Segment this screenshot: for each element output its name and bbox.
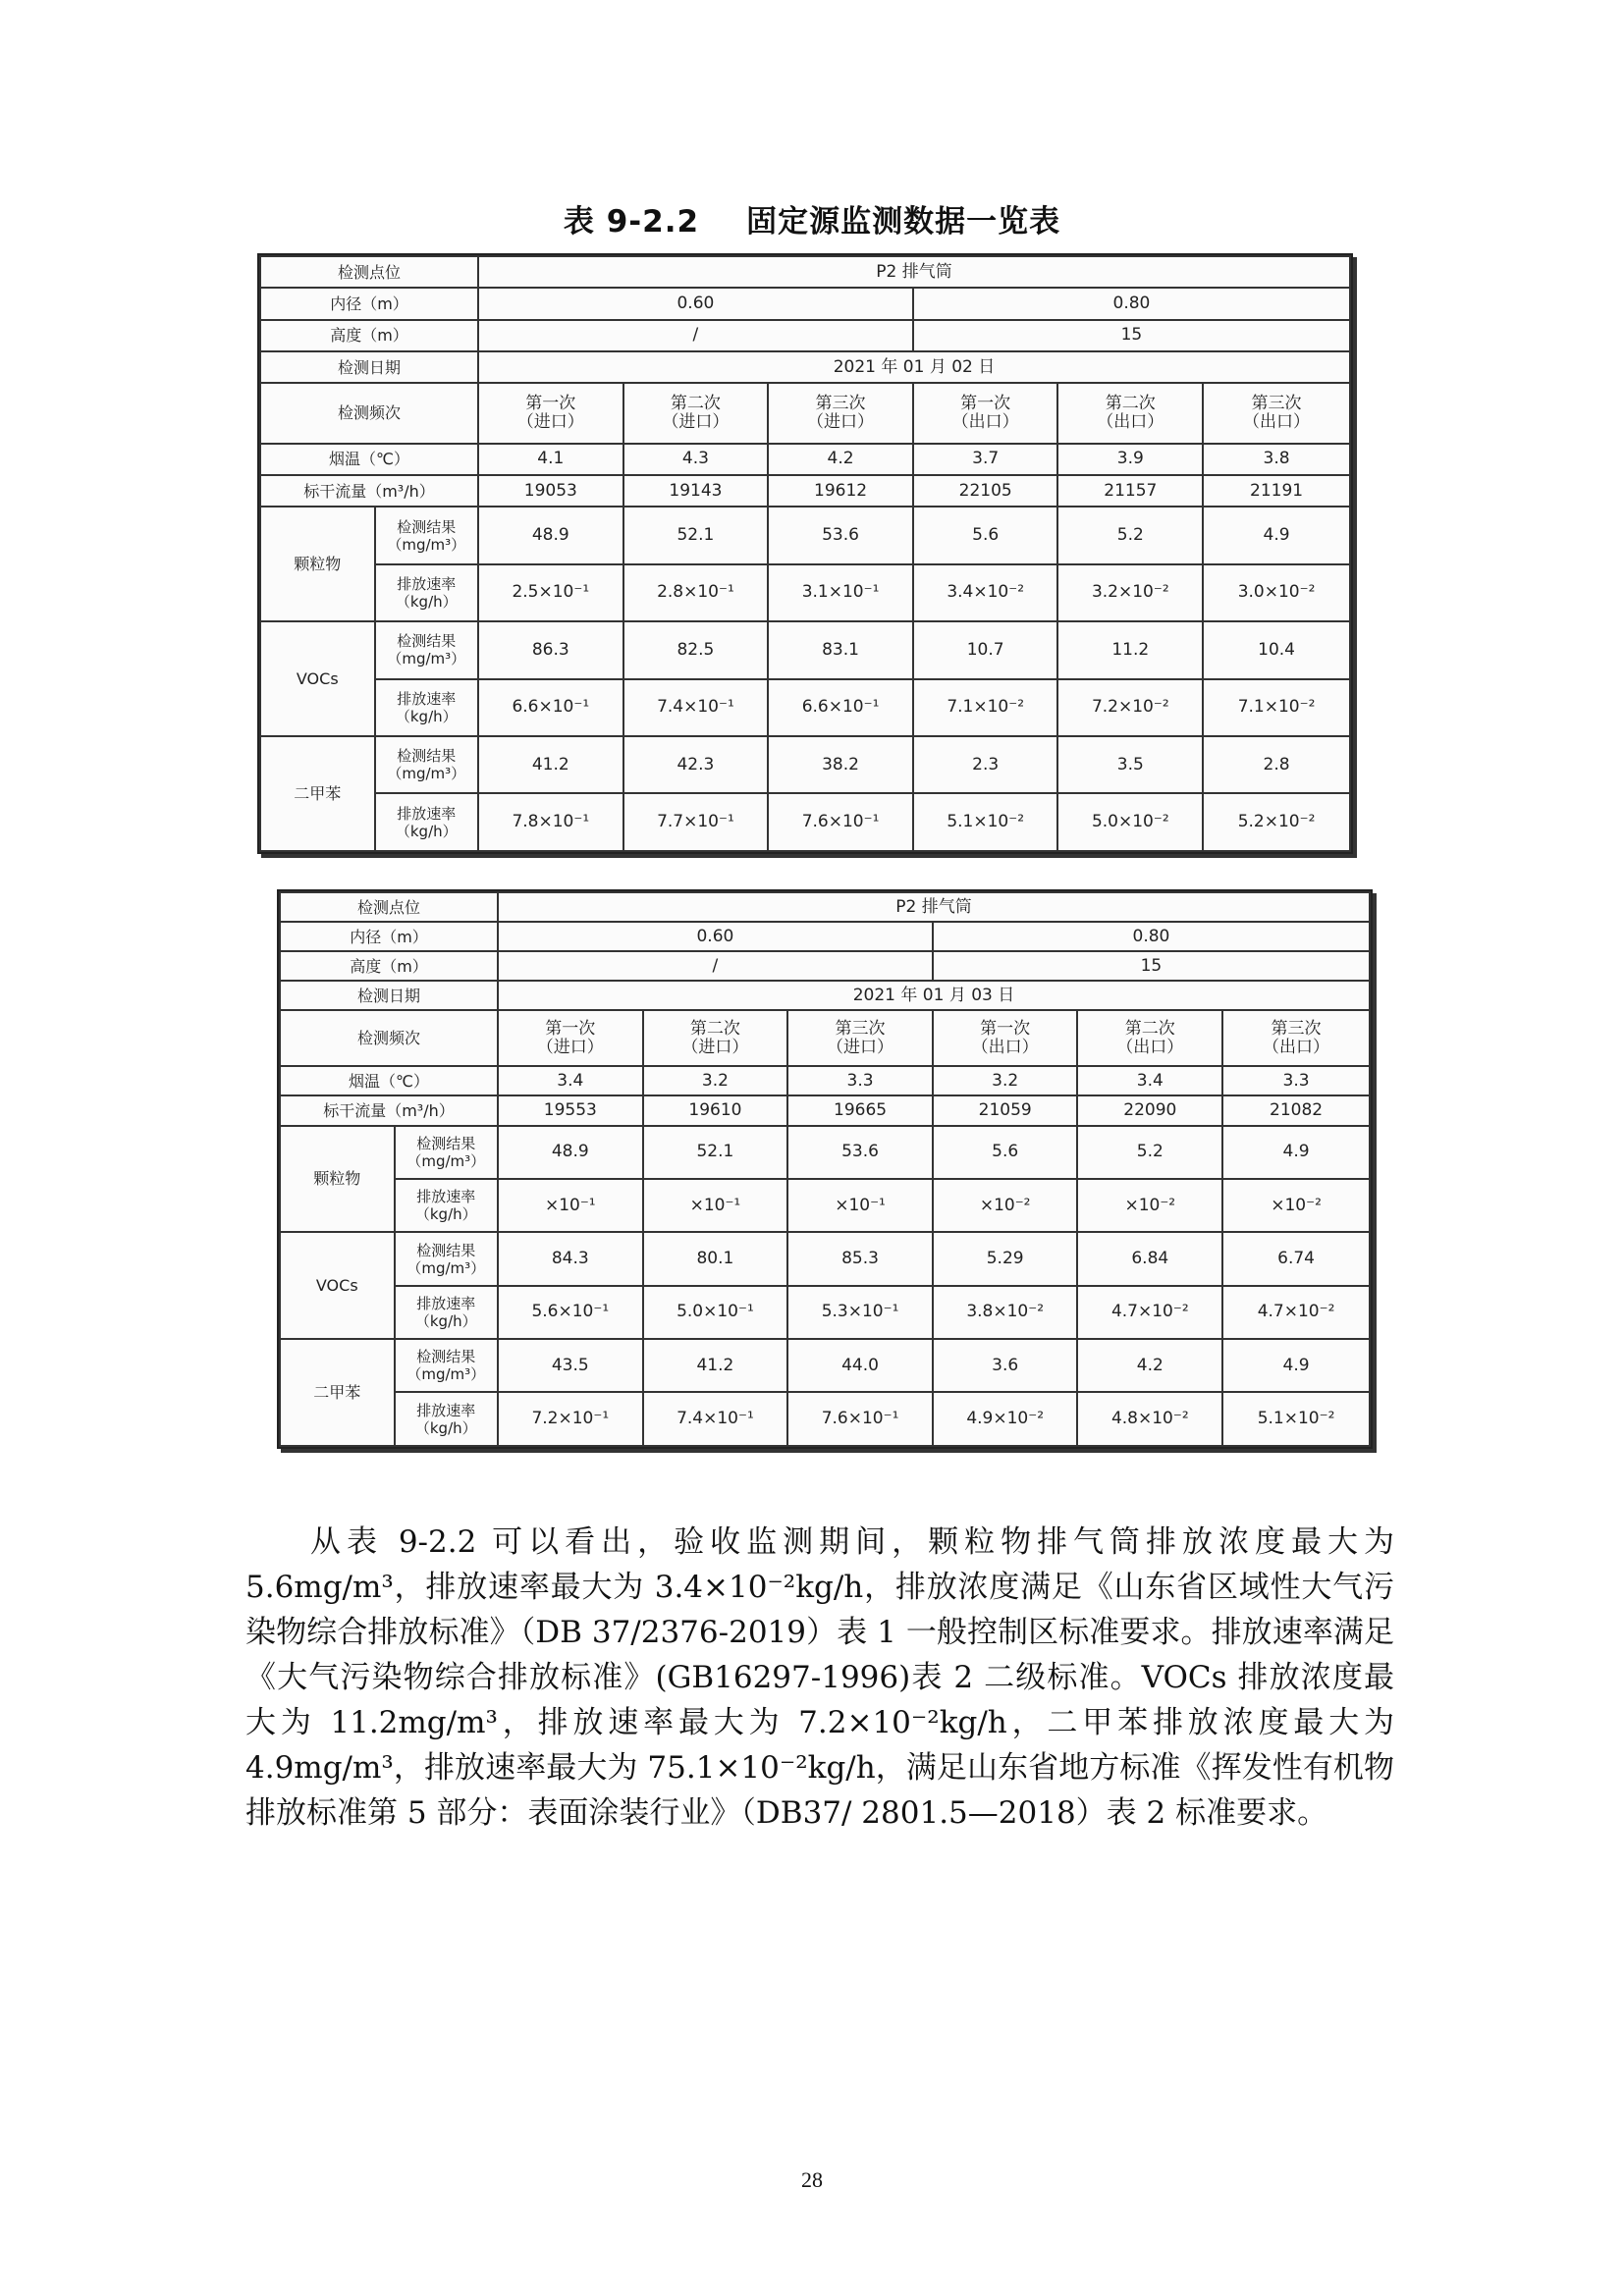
concentration-value: 52.1 [643,1126,788,1179]
height-label: 高度（m） [260,320,478,351]
flow-label: 标干流量（m³/h） [280,1095,498,1125]
height-inlet: / [498,951,933,981]
cell-line: 排放速率 [397,689,457,708]
concentration-value: 3.6 [933,1339,1078,1392]
concentration-value: 5.6 [933,1126,1078,1179]
cell-line: （进口） [827,1037,894,1057]
temperature-value: 3.3 [787,1066,933,1095]
concentration-value: 41.2 [643,1339,788,1392]
concentration-label [395,1232,498,1285]
cell-line: 第一次 [525,393,576,413]
cell-line: （出口） [971,1037,1039,1057]
row-group-concentration [280,1126,1370,1179]
rate-value: 7.7×10⁻¹ [623,793,769,851]
height-label: 高度（m） [280,951,498,981]
flow-value: 19665 [787,1095,933,1125]
analysis-text: 从表 9-2.2 可以看出，验收监测期间，颗粒物排气筒排放浓度最大为5.6mg/m³，排放速率最大为 3.4×10⁻²kg/h，排放浓度满足《山东省区域性大气污染物综合排放标准》（DB 37/2376-2019）表 1 一般控制区标准要求。排放速率满足《大气污染物综合排放标准》(GB16297-1996)表 2 二级标准。VOCs 排放浓度最大为 11.2mg/m³，排放速率最大为 7.2×10⁻²kg/h，二甲苯排放浓度最大为4.9mg/m³，排放速率最大为 75.1×10⁻²kg/h，满足山东省地方标准《挥发性有机物排放标准第 5 部分：表面涂装行业》（DB37/ 2801.5—2018）表 2 标准要求。 [245,1524,1394,1831]
point-label: 检测点位 [260,256,478,288]
frequency-cell [768,383,913,444]
cell-line: 第三次 [835,1018,886,1039]
page-number: 28 [801,2167,823,2192]
frequency-label: 检测频次 [260,383,478,444]
frequency-cell [1077,1010,1222,1066]
concentration-value: 6.84 [1077,1232,1222,1285]
concentration-value: 43.5 [498,1339,643,1392]
concentration-value: 52.1 [623,507,769,563]
cell-line: 第三次 [815,393,866,413]
cell-line: 第二次 [1105,393,1156,413]
pollutant-name: 颗粒物 [280,1126,395,1233]
pollutant-name: 二甲苯 [260,736,375,851]
row-temperature [260,444,1350,475]
concentration-value: 4.9 [1203,507,1350,563]
rate-value: 6.6×10⁻¹ [478,679,623,736]
rate-value: 4.7×10⁻² [1222,1286,1370,1339]
analysis-paragraph [245,1520,1394,1836]
cell-line: 排放速率 [416,1401,476,1419]
rate-value: 2.5×10⁻¹ [478,564,623,621]
rate-value: 5.0×10⁻² [1057,793,1203,851]
row-diameter [280,922,1370,951]
pollutant-name: VOCs [280,1232,395,1339]
cell-line: （出口） [1263,1037,1330,1057]
rate-value: ×10⁻² [1222,1179,1370,1232]
frequency-cell [1203,383,1350,444]
row-group-rate [260,564,1350,621]
temperature-value: 3.2 [643,1066,788,1095]
row-date [260,351,1350,383]
cell-line: （kg/h） [414,1418,477,1437]
frequency-label: 检测频次 [280,1010,498,1066]
height-outlet: 15 [913,320,1350,351]
cell-line: （kg/h） [414,1311,477,1330]
concentration-label [395,1339,498,1392]
diameter-inlet: 0.60 [498,922,933,951]
rate-value: 3.1×10⁻¹ [768,564,913,621]
rate-value: 7.6×10⁻¹ [787,1392,933,1446]
date-label: 检测日期 [280,981,498,1010]
temperature-value: 3.8 [1203,444,1350,475]
row-temperature [280,1066,1370,1095]
concentration-value: 2.8 [1203,736,1350,793]
cell-line: （mg/m³） [406,1365,486,1384]
cell-line: 排放速率 [397,574,457,593]
rate-value: 2.8×10⁻¹ [623,564,769,621]
data-table [279,891,1371,1447]
row-group-rate [260,793,1350,851]
rate-value: 4.8×10⁻² [1077,1392,1222,1446]
cell-line: （kg/h） [414,1205,477,1224]
table-caption [0,196,1624,240]
rate-value: 5.1×10⁻² [913,793,1058,851]
concentration-value: 82.5 [623,621,769,678]
row-flow [280,1095,1370,1125]
cell-line: （出口） [1243,411,1311,432]
monitoring-table-jan-02 [257,253,1353,854]
frequency-cell [623,383,769,444]
rate-value: 5.0×10⁻¹ [643,1286,788,1339]
concentration-value: 4.2 [1077,1339,1222,1392]
concentration-value: 86.3 [478,621,623,678]
cell-line: 第三次 [1251,393,1302,413]
frequency-cell [478,383,623,444]
rate-value: 5.1×10⁻² [1222,1392,1370,1446]
cell-line: （mg/m³） [406,1151,486,1170]
data-table [259,255,1351,852]
concentration-value: 5.6 [913,507,1058,563]
rate-value: 5.2×10⁻² [1203,793,1350,851]
pollutant-name: 二甲苯 [280,1339,395,1446]
row-group-rate [260,679,1350,736]
concentration-value: 11.2 [1057,621,1203,678]
rate-value: 7.4×10⁻¹ [643,1392,788,1446]
height-outlet: 15 [933,951,1370,981]
concentration-value: 2.3 [913,736,1058,793]
concentration-label [395,1126,498,1179]
row-group-rate [280,1179,1370,1232]
flow-value: 19553 [498,1095,643,1125]
cell-line: 检测结果 [416,1241,476,1259]
rate-label [395,1286,498,1339]
concentration-value: 4.9 [1222,1339,1370,1392]
cell-line: 第一次 [545,1018,596,1039]
rate-value: 3.8×10⁻² [933,1286,1078,1339]
frequency-cell [933,1010,1078,1066]
temperature-value: 3.7 [913,444,1058,475]
flow-value: 22105 [913,475,1058,507]
flow-value: 19612 [768,475,913,507]
point-label: 检测点位 [280,892,498,922]
cell-line: （进口） [807,411,875,432]
cell-line: （进口） [536,1037,604,1057]
cell-line: （出口） [1116,1037,1184,1057]
row-group-concentration [280,1339,1370,1392]
temperature-value: 4.3 [623,444,769,475]
point-value: P2 排气筒 [478,256,1350,288]
temperature-label: 烟温（℃） [280,1066,498,1095]
temperature-value: 3.4 [1077,1066,1222,1095]
rate-value: ×10⁻¹ [498,1179,643,1232]
row-group-rate [280,1286,1370,1339]
rate-value: 7.6×10⁻¹ [768,793,913,851]
point-value: P2 排气筒 [498,892,1370,922]
cell-line: 第二次 [1124,1018,1175,1039]
cell-line: （出口） [951,411,1019,432]
row-height [280,951,1370,981]
row-group-concentration [260,507,1350,563]
rate-label [375,564,478,621]
monitoring-table-jan-03 [277,889,1373,1449]
concentration-value: 6.74 [1222,1232,1370,1285]
cell-line: 检测结果 [416,1348,476,1366]
rate-value: 4.7×10⁻² [1077,1286,1222,1339]
temperature-value: 4.1 [478,444,623,475]
temperature-value: 3.3 [1222,1066,1370,1095]
row-group-concentration [260,736,1350,793]
concentration-value: 4.9 [1222,1126,1370,1179]
rate-value: ×10⁻¹ [643,1179,788,1232]
cell-line: 排放速率 [416,1188,476,1206]
flow-value: 19610 [643,1095,788,1125]
rate-value: 5.6×10⁻¹ [498,1286,643,1339]
row-frequency [260,383,1350,444]
concentration-value: 84.3 [498,1232,643,1285]
cell-line: （mg/m³） [387,765,466,783]
rate-label [395,1179,498,1232]
temperature-label: 烟温（℃） [260,444,478,475]
frequency-cell [1222,1010,1370,1066]
table-number: 表 9-2.2 [563,204,700,240]
height-inlet: / [478,320,913,351]
concentration-value: 83.1 [768,621,913,678]
cell-line: （kg/h） [395,707,458,725]
pollutant-name: VOCs [260,621,375,736]
row-point [260,256,1350,288]
concentration-value: 3.5 [1057,736,1203,793]
frequency-cell [498,1010,643,1066]
row-date [280,981,1370,1010]
cell-line: 排放速率 [416,1294,476,1312]
rate-value: 7.2×10⁻² [1057,679,1203,736]
temperature-value: 3.2 [933,1066,1078,1095]
concentration-value: 48.9 [478,507,623,563]
concentration-value: 80.1 [643,1232,788,1285]
rate-value: ×10⁻² [1077,1179,1222,1232]
date-label: 检测日期 [260,351,478,383]
temperature-value: 3.9 [1057,444,1203,475]
flow-value: 21157 [1057,475,1203,507]
rate-value: 6.6×10⁻¹ [768,679,913,736]
rate-value: 3.0×10⁻² [1203,564,1350,621]
cell-line: （mg/m³） [387,650,466,668]
flow-value: 21082 [1222,1095,1370,1125]
cell-line: （kg/h） [395,592,458,611]
cell-line: （出口） [1097,411,1164,432]
frequency-cell [913,383,1058,444]
concentration-value: 38.2 [768,736,913,793]
diameter-outlet: 0.80 [913,288,1350,319]
cell-line: 检测结果 [397,747,457,766]
flow-value: 19053 [478,475,623,507]
cell-line: （进口） [681,1037,749,1057]
flow-label: 标干流量（m³/h） [260,475,478,507]
cell-line: （mg/m³） [406,1258,486,1277]
table-title: 固定源监测数据一览表 [746,204,1061,240]
concentration-value: 53.6 [768,507,913,563]
row-point [280,892,1370,922]
cell-line: 第二次 [689,1018,740,1039]
rate-value: 3.4×10⁻² [913,564,1058,621]
cell-line: 第一次 [960,393,1011,413]
frequency-cell [787,1010,933,1066]
flow-value: 21191 [1203,475,1350,507]
rate-value: 7.8×10⁻¹ [478,793,623,851]
flow-value: 21059 [933,1095,1078,1125]
row-group-concentration [280,1232,1370,1285]
rate-label [395,1392,498,1446]
concentration-value: 5.2 [1077,1126,1222,1179]
rate-value: 5.3×10⁻¹ [787,1286,933,1339]
row-flow [260,475,1350,507]
cell-line: （进口） [516,411,584,432]
flow-value: 19143 [623,475,769,507]
concentration-value: 44.0 [787,1339,933,1392]
rate-label [375,679,478,736]
cell-line: 检测结果 [397,517,457,536]
temperature-value: 3.4 [498,1066,643,1095]
row-frequency [280,1010,1370,1066]
cell-line: 第二次 [670,393,721,413]
row-group-rate [280,1392,1370,1446]
rate-value: 7.2×10⁻¹ [498,1392,643,1446]
diameter-label: 内径（m） [260,288,478,319]
rate-value: ×10⁻¹ [787,1179,933,1232]
row-diameter [260,288,1350,319]
cell-line: 检测结果 [397,632,457,651]
rate-value: ×10⁻² [933,1179,1078,1232]
rate-value: 4.9×10⁻² [933,1392,1078,1446]
frequency-cell [643,1010,788,1066]
concentration-value: 5.2 [1057,507,1203,563]
concentration-value: 85.3 [787,1232,933,1285]
row-height [260,320,1350,351]
cell-line: （mg/m³） [387,535,466,554]
concentration-label [375,621,478,678]
concentration-value: 10.4 [1203,621,1350,678]
rate-value: 7.1×10⁻² [1203,679,1350,736]
pollutant-name: 颗粒物 [260,507,375,621]
cell-line: 排放速率 [397,804,457,823]
flow-value: 22090 [1077,1095,1222,1125]
concentration-value: 5.29 [933,1232,1078,1285]
diameter-inlet: 0.60 [478,288,913,319]
cell-line: （进口） [662,411,730,432]
concentration-value: 53.6 [787,1126,933,1179]
rate-value: 7.4×10⁻¹ [623,679,769,736]
concentration-label [375,507,478,563]
concentration-value: 10.7 [913,621,1058,678]
date-value: 2021 年 01 月 02 日 [478,351,1350,383]
cell-line: （kg/h） [395,822,458,840]
cell-line: 第一次 [980,1018,1031,1039]
concentration-value: 41.2 [478,736,623,793]
cell-line: 第三次 [1271,1018,1322,1039]
cell-line: 检测结果 [416,1134,476,1152]
concentration-value: 48.9 [498,1126,643,1179]
rate-label [375,793,478,851]
rate-value: 7.1×10⁻² [913,679,1058,736]
rate-value: 3.2×10⁻² [1057,564,1203,621]
date-value: 2021 年 01 月 03 日 [498,981,1370,1010]
diameter-label: 内径（m） [280,922,498,951]
temperature-value: 4.2 [768,444,913,475]
frequency-cell [1057,383,1203,444]
row-group-concentration [260,621,1350,678]
concentration-label [375,736,478,793]
concentration-value: 42.3 [623,736,769,793]
diameter-outlet: 0.80 [933,922,1370,951]
